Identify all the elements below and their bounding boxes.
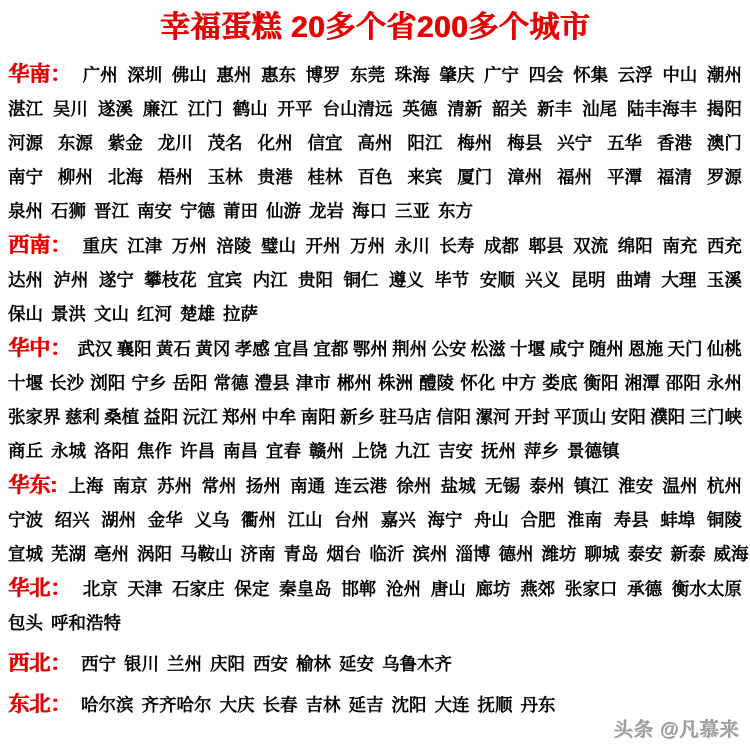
city-name: 松滋 (470, 339, 506, 359)
city-name: 株洲 (377, 373, 413, 393)
city-name: 南昌 (223, 441, 258, 461)
city-name: 东莞 (350, 65, 386, 85)
city-name: 汕尾 (582, 99, 618, 119)
city-name: 台州 (334, 510, 370, 530)
region-section (8, 469, 749, 571)
city-name: 五华 (607, 133, 643, 153)
city-line (8, 400, 742, 434)
city-name: 嘉兴 (380, 510, 416, 530)
city-name: 台山清远 (322, 99, 393, 119)
city-name: 荆州 (392, 339, 428, 359)
city-name: 天门 (667, 339, 703, 359)
city-name: 石家庄 (172, 579, 225, 599)
city-name: 内江 (252, 270, 288, 290)
city-name: 广宁 (483, 65, 519, 85)
city-name: 茂名 (207, 133, 243, 153)
city-name: 百色 (357, 167, 393, 187)
city-name: 遂溪 (97, 99, 133, 119)
city-name: 邯郸 (341, 579, 377, 599)
city-name: 景德镇 (567, 441, 620, 461)
city-name: 桂林 (307, 167, 343, 187)
city-name: 高州 (357, 133, 393, 153)
city-name: 龙川 (157, 133, 193, 153)
city-name: 博罗 (305, 65, 341, 85)
city-name: 蚌埠 (660, 510, 696, 530)
city-name: 津市 (295, 373, 331, 393)
city-name: 海宁 (427, 510, 463, 530)
city-name: 江津 (127, 236, 163, 256)
city-name: 义乌 (194, 510, 230, 530)
city-name: 开封 (514, 407, 550, 427)
city-name: 十堰 (510, 339, 546, 359)
city-name: 寿县 (613, 510, 649, 530)
region-label: 华北： (8, 577, 71, 600)
city-name: 南充 (662, 236, 698, 256)
city-name: 万州 (350, 236, 386, 256)
city-name: 慈利 (64, 407, 100, 427)
city-name: 丹东 (520, 695, 556, 715)
city-name: 鹤山 (232, 99, 268, 119)
city-name: 毕节 (434, 270, 470, 290)
city-name: 平潭 (607, 167, 643, 187)
city-name: 遂宁 (98, 270, 134, 290)
city-name: 淮安 (618, 476, 654, 496)
city-name: 湖州 (101, 510, 137, 530)
city-name: 长沙 (49, 373, 85, 393)
city-name: 安阳 (610, 407, 646, 427)
city-name: 潍坊 (541, 544, 577, 564)
city-name: 新丰 (537, 99, 573, 119)
city-name: 孝感 (234, 339, 270, 359)
region-section (8, 229, 742, 331)
city-name: 滨州 (412, 544, 448, 564)
city-name: 湘潭 (624, 373, 660, 393)
city-name: 桑植 (104, 407, 140, 427)
city-name: 秦皇岛 (279, 579, 332, 599)
city-name: 南通 (290, 476, 326, 496)
city-line (8, 537, 749, 571)
city-name: 信宜 (307, 133, 343, 153)
page-title: 幸福蛋糕 20多个省200多个城市 (159, 11, 591, 44)
city-name: 郫县 (528, 236, 564, 256)
city-name: 仙桃 (706, 339, 742, 359)
city-name: 中方 (501, 373, 537, 393)
city-name: 岳阳 (172, 373, 208, 393)
city-name: 重庆 (82, 236, 118, 256)
city-name: 清新 (447, 99, 483, 119)
city-name: 万州 (171, 236, 207, 256)
city-name: 惠州 (216, 65, 252, 85)
city-name: 镇江 (573, 476, 609, 496)
city-name: 沧州 (386, 579, 422, 599)
region-section (8, 572, 742, 640)
city-name: 漳州 (507, 167, 543, 187)
region-section (8, 332, 742, 468)
city-line (8, 606, 742, 640)
city-name: 随州 (588, 339, 624, 359)
city-name: 揭阳 (706, 99, 742, 119)
city-name: 东方 (438, 201, 473, 221)
city-name: 仙游 (266, 201, 301, 221)
city-name: 遵义 (388, 270, 424, 290)
city-name: 香港 (656, 133, 692, 153)
city-name: 玉林 (207, 167, 243, 187)
city-name: 延安 (339, 654, 374, 674)
city-name: 湛江 (8, 99, 43, 119)
city-name: 宜昌 (274, 339, 310, 359)
city-name: 廊坊 (475, 579, 511, 599)
city-name: 沈阳 (391, 695, 427, 715)
city-name: 泸州 (53, 270, 89, 290)
city-name: 英德 (402, 99, 438, 119)
city-name: 郴州 (336, 373, 372, 393)
city-name: 上海 (68, 476, 104, 496)
city-name: 新乡 (340, 407, 375, 427)
city-name: 福州 (557, 167, 593, 187)
city-line (8, 92, 742, 126)
city-name: 兴义 (525, 270, 561, 290)
city-name: 佛山 (171, 65, 207, 85)
city-name: 宜春 (266, 441, 301, 461)
city-name: 南安 (137, 201, 172, 221)
city-name: 保定 (234, 579, 270, 599)
city-name: 亳州 (94, 544, 129, 564)
city-name: 南京 (112, 476, 148, 496)
city-name: 永川 (394, 236, 430, 256)
city-line (8, 434, 742, 468)
city-name: 大庆 (219, 695, 255, 715)
region-section (8, 647, 742, 681)
city-name: 抚顺 (477, 695, 513, 715)
city-name: 楚雄 (180, 304, 215, 324)
watermark: 头条 @凡慕来 (614, 720, 740, 741)
city-name: 上饶 (352, 441, 387, 461)
city-name: 新泰 (670, 544, 706, 564)
city-line (8, 263, 742, 297)
city-name: 化州 (257, 133, 293, 153)
city-name: 莆田 (223, 201, 258, 221)
city-name: 西安 (253, 654, 288, 674)
city-name: 扬州 (245, 476, 281, 496)
city-name: 柳州 (57, 167, 93, 187)
city-name: 铜陵 (706, 510, 742, 530)
city-line (8, 647, 742, 681)
city-name: 天津 (127, 579, 163, 599)
city-name: 益阳 (143, 407, 179, 427)
city-name: 永州 (706, 373, 742, 393)
city-name: 醴陵 (419, 373, 455, 393)
city-name: 徐州 (396, 476, 432, 496)
city-name: 厦门 (457, 167, 493, 187)
city-name: 泰州 (529, 476, 565, 496)
city-name: 鄂州 (352, 339, 388, 359)
region-label: 华南： (8, 63, 71, 86)
region-section (8, 58, 742, 228)
city-name: 德州 (498, 544, 534, 564)
city-name: 泉州 (8, 201, 43, 221)
city-line (8, 366, 742, 400)
region-label: 华中： (8, 337, 71, 360)
city-name: 双流 (573, 236, 609, 256)
city-name: 三亚 (395, 201, 430, 221)
city-line (8, 572, 742, 606)
city-name: 梅州 (457, 133, 493, 153)
city-name: 聊城 (584, 544, 620, 564)
city-name: 商丘 (8, 441, 43, 461)
city-name: 呼和浩特 (51, 613, 121, 633)
city-name: 江山 (287, 510, 323, 530)
city-name: 常德 (213, 373, 249, 393)
city-name: 衡阳 (583, 373, 619, 393)
city-name: 铜仁 (343, 270, 379, 290)
city-name: 驻马店 (379, 407, 432, 427)
city-name: 漯河 (475, 407, 511, 427)
city-name: 达州 (8, 270, 43, 290)
city-name: 梧州 (157, 167, 193, 187)
city-name: 宜都 (313, 339, 349, 359)
city-name: 衢州 (240, 510, 276, 530)
city-name: 连云港 (334, 476, 388, 496)
city-name: 黄石 (156, 339, 192, 359)
region-label: 东北： (8, 693, 71, 716)
city-name: 三门峡 (689, 407, 742, 427)
city-name: 襄阳 (116, 339, 152, 359)
city-name: 璧山 (260, 236, 296, 256)
city-name: 齐齐哈尔 (141, 695, 212, 715)
city-name: 吉安 (438, 441, 473, 461)
city-name: 威海 (713, 544, 749, 564)
city-name: 中牟 (261, 407, 297, 427)
city-name: 九江 (395, 441, 430, 461)
city-name: 银川 (124, 654, 159, 674)
city-name: 攀枝花 (144, 270, 197, 290)
city-name: 温州 (662, 476, 698, 496)
city-name: 包头 (8, 613, 43, 633)
region-label: 西北： (8, 652, 71, 675)
city-name: 宁波 (8, 510, 43, 530)
city-name: 濮阳 (650, 407, 686, 427)
city-name: 宣城 (8, 544, 43, 564)
city-line (8, 332, 742, 366)
city-name: 绍兴 (54, 510, 90, 530)
city-name: 涡阳 (137, 544, 172, 564)
city-name: 榆林 (296, 654, 331, 674)
city-name: 晋江 (94, 201, 129, 221)
city-name: 哈尔滨 (81, 695, 134, 715)
city-name: 舟山 (473, 510, 509, 530)
city-name: 石狮 (51, 201, 86, 221)
city-name: 恩施 (628, 339, 664, 359)
city-name: 大理 (661, 270, 697, 290)
city-name: 抚州 (481, 441, 516, 461)
city-name: 澧县 (254, 373, 290, 393)
city-name: 昆明 (570, 270, 606, 290)
city-name: 南阳 (300, 407, 336, 427)
city-name: 淮南 (567, 510, 603, 530)
city-name: 怀化 (460, 373, 496, 393)
city-name: 宁乡 (131, 373, 167, 393)
city-name: 肇庆 (439, 65, 475, 85)
region-sections (8, 58, 749, 722)
city-name: 西宁 (81, 654, 116, 674)
city-name: 常州 (201, 476, 237, 496)
city-name: 北京 (82, 579, 118, 599)
city-name: 庆阳 (210, 654, 245, 674)
city-name: 青岛 (283, 544, 319, 564)
city-name: 承德 (627, 579, 663, 599)
city-name: 惠东 (260, 65, 296, 85)
city-name: 吉林 (305, 695, 341, 715)
city-name: 永城 (51, 441, 86, 461)
city-name: 金华 (147, 510, 183, 530)
city-line (8, 58, 742, 92)
city-name: 泰安 (627, 544, 663, 564)
city-line (8, 194, 742, 228)
city-name: 燕郊 (520, 579, 556, 599)
city-name: 江门 (187, 99, 223, 119)
city-name: 平顶山 (554, 407, 607, 427)
city-name: 北海 (107, 167, 143, 187)
city-name: 龙岩 (309, 201, 344, 221)
city-name: 云浮 (617, 65, 653, 85)
city-name: 衡水太原 (671, 579, 742, 599)
city-name: 咸宁 (549, 339, 585, 359)
city-name: 信阳 (436, 407, 472, 427)
city-name: 河源 (8, 133, 43, 153)
city-name: 东源 (57, 133, 93, 153)
city-name: 十堰 (8, 373, 43, 393)
city-name: 长春 (262, 695, 298, 715)
city-name: 中山 (662, 65, 698, 85)
city-name: 开平 (277, 99, 313, 119)
city-name: 马鞍山 (180, 544, 233, 564)
city-name: 大连 (434, 695, 470, 715)
city-name: 成都 (483, 236, 519, 256)
city-name: 文山 (94, 304, 129, 324)
city-name: 济南 (240, 544, 276, 564)
city-name: 廉江 (142, 99, 178, 119)
city-name: 拉萨 (223, 304, 258, 324)
city-name: 阳江 (407, 133, 443, 153)
city-name: 涪陵 (216, 236, 252, 256)
city-name: 烟台 (326, 544, 362, 564)
city-name: 深圳 (127, 65, 163, 85)
city-name: 长寿 (439, 236, 475, 256)
city-name: 郑州 (222, 407, 258, 427)
city-name: 赣州 (309, 441, 344, 461)
city-name: 宁德 (180, 201, 215, 221)
city-line (8, 160, 742, 194)
city-name: 无锡 (485, 476, 521, 496)
city-name: 合肥 (520, 510, 556, 530)
city-name: 贵阳 (298, 270, 334, 290)
city-line (8, 297, 742, 331)
city-name: 安顺 (479, 270, 515, 290)
city-name: 临沂 (369, 544, 405, 564)
city-name: 来宾 (407, 167, 443, 187)
city-name: 开州 (305, 236, 341, 256)
city-line (8, 469, 742, 503)
city-name: 澳门 (706, 133, 742, 153)
city-name: 张家界 (8, 407, 61, 427)
city-line (8, 229, 742, 263)
city-name: 保山 (8, 304, 43, 324)
city-name: 玉溪 (706, 270, 742, 290)
city-name: 公安 (431, 339, 467, 359)
city-name: 贵港 (257, 167, 293, 187)
city-name: 延吉 (348, 695, 384, 715)
city-name: 紫金 (107, 133, 143, 153)
city-name: 邵阳 (665, 373, 701, 393)
city-name: 西充 (706, 236, 742, 256)
city-name: 绵阳 (617, 236, 653, 256)
city-name: 景洪 (51, 304, 86, 324)
city-name: 许昌 (180, 441, 215, 461)
city-name: 杭州 (706, 476, 742, 496)
city-name: 陆丰海丰 (626, 99, 697, 119)
city-name: 娄底 (542, 373, 578, 393)
city-name: 兴宁 (557, 133, 593, 153)
city-name: 盐城 (440, 476, 476, 496)
city-name: 红河 (137, 304, 172, 324)
city-name: 黄冈 (195, 339, 231, 359)
city-name: 韶关 (492, 99, 528, 119)
city-name: 武汉 (77, 339, 113, 359)
city-name: 罗源 (706, 167, 742, 187)
region-label: 华东: (8, 474, 57, 497)
city-name: 淄博 (455, 544, 491, 564)
city-name: 广州 (82, 65, 118, 85)
city-name: 芜湖 (51, 544, 86, 564)
city-name: 梅县 (507, 133, 543, 153)
city-name: 沅江 (182, 407, 218, 427)
city-line (8, 126, 742, 160)
region-label: 西南： (8, 234, 71, 257)
city-name: 南宁 (8, 167, 43, 187)
city-name: 唐山 (430, 579, 466, 599)
city-name: 洛阳 (94, 441, 129, 461)
city-name: 四会 (528, 65, 564, 85)
city-name: 宜宾 (207, 270, 243, 290)
city-name: 焦作 (137, 441, 172, 461)
city-name: 浏阳 (90, 373, 126, 393)
city-name: 吴川 (52, 99, 88, 119)
city-name: 兰州 (167, 654, 202, 674)
city-name: 海口 (352, 201, 387, 221)
city-name: 乌鲁木齐 (382, 654, 452, 674)
city-name: 萍乡 (524, 441, 559, 461)
city-name: 潮州 (706, 65, 742, 85)
city-name: 曲靖 (615, 270, 651, 290)
city-name: 怀集 (573, 65, 609, 85)
city-name: 福清 (656, 167, 692, 187)
city-name: 珠海 (394, 65, 430, 85)
city-name: 苏州 (157, 476, 193, 496)
city-name: 张家口 (564, 579, 618, 599)
city-line (8, 503, 742, 537)
